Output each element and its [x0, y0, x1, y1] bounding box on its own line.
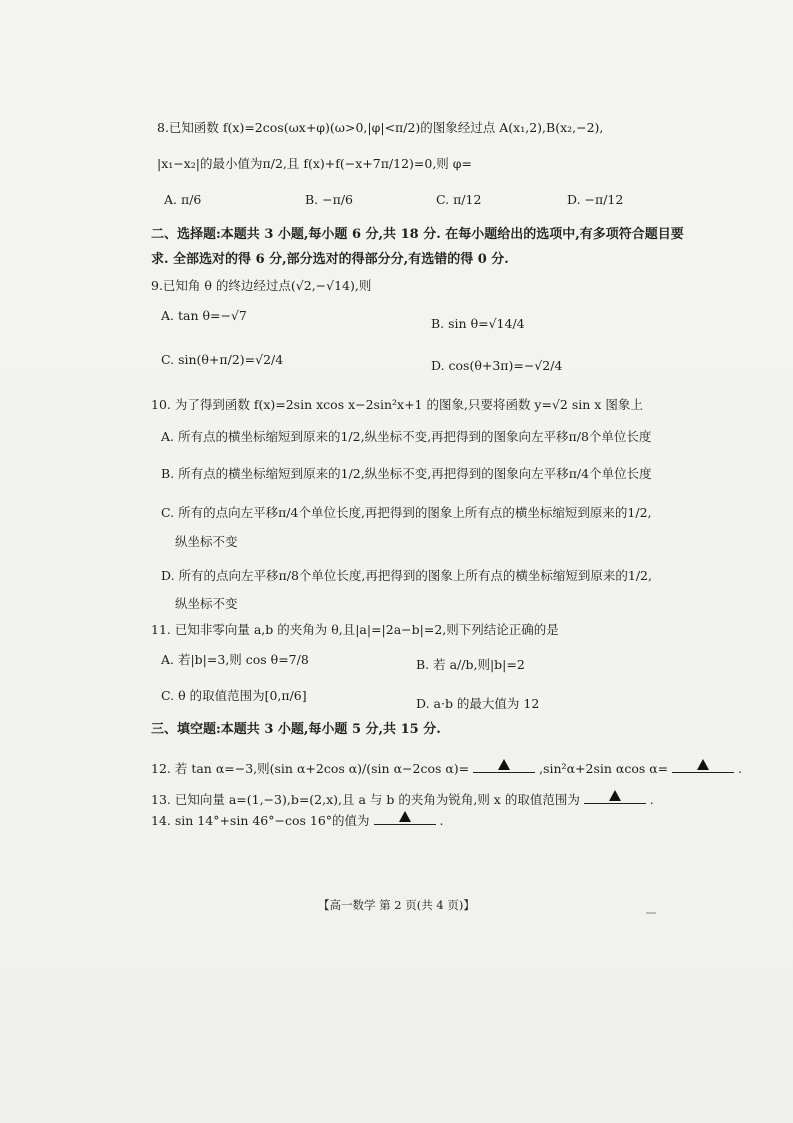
q8-option-a [164, 190, 201, 210]
q11-option-d-text: D. a·b 的最大值为 12 [416, 696, 540, 711]
q14-end-text: . [439, 813, 444, 828]
q9-stem-text: 9.已知角 θ 的终边经过点(√2,−√14),则 [151, 278, 372, 293]
q9-stem [151, 276, 371, 296]
q10-stem-text: 10. 为了得到函数 f(x)=2sin xcos x−2sin²x+1 的图象,只要将函数 y=√2 sin x 图象上 [151, 397, 643, 412]
q10-option-c-text-2: 纵坐标不变 [175, 534, 238, 549]
q12-mid-text: ,sin²α+2sin αcos α= [539, 761, 669, 776]
q8-option-a-text: A. π/6 [164, 192, 202, 207]
q13-answer-blank[interactable] [584, 787, 646, 804]
q8-line1 [157, 118, 603, 138]
q10-option-d-line2 [175, 594, 238, 614]
q12-answer-blank-2[interactable] [672, 756, 734, 773]
triangle-marker-icon [498, 759, 510, 770]
q12-end-text: . [738, 761, 743, 776]
q8-option-c-text: C. π/12 [436, 192, 482, 207]
page-footer [318, 897, 475, 913]
q8-option-d-text: D. −π/12 [567, 192, 624, 207]
q9-option-d [431, 356, 562, 376]
q10-option-d-text-2: 纵坐标不变 [175, 596, 238, 611]
q13 [151, 787, 654, 810]
q11-stem-text: 11. 已知非零向量 a,b 的夹角为 θ,且|a|=|2a−b|=2,则下列结论正确的是 [151, 622, 559, 637]
q11-option-c [161, 686, 307, 706]
q13-stem-text: 13. 已知向量 a=(1,−3),b=(2,x),且 a 与 b 的夹角为锐角,则 x 的取值范围为 [151, 792, 580, 807]
q10-option-b-text: B. 所有点的横坐标缩短到原来的1/2,纵坐标不变,再把得到的图象向左平移π/4个单位长度 [161, 466, 652, 481]
q9-option-a-text: A. tan θ=−√7 [161, 308, 247, 323]
q10-stem [151, 395, 643, 415]
q11-stem [151, 620, 559, 640]
q12-answer-blank-1[interactable] [473, 756, 535, 773]
q8-option-b-text: B. −π/6 [305, 192, 353, 207]
q9-option-c-text: C. sin(θ+π/2)=√2/4 [161, 352, 284, 367]
q11-option-b-text: B. 若 a//b,则|b|=2 [416, 657, 525, 672]
q8-option-b [305, 190, 353, 210]
section2-heading-line2 [151, 250, 509, 270]
q11-option-c-text: C. θ 的取值范围为[0,π/6] [161, 688, 307, 703]
q9-option-b-text: B. sin θ=√14/4 [431, 316, 525, 331]
q11-option-d [416, 694, 539, 714]
q12-stem-text: 12. 若 tan α=−3,则(sin α+2cos α)/(sin α−2cos α)= [151, 761, 470, 776]
q10-option-c-line1 [161, 503, 652, 523]
page-footer-text: 【高一数学 第 2 页(共 4 页)】 [318, 898, 475, 912]
q10-option-a-text: A. 所有点的横坐标缩短到原来的1/2,纵坐标不变,再把得到的图象向左平移π/8个单位长度 [161, 429, 652, 444]
q8-option-c [436, 190, 481, 210]
q10-option-c-text-1: C. 所有的点向左平移π/4个单位长度,再把得到的图象上所有点的横坐标缩短到原来的1/2, [161, 505, 652, 520]
q14 [151, 808, 444, 831]
q12 [151, 756, 742, 779]
q9-option-d-text: D. cos(θ+3π)=−√2/4 [431, 358, 563, 373]
triangle-marker-icon [399, 811, 411, 822]
q8-line2-text: |x₁−x₂|的最小值为π/2,且 f(x)+f(−x+7π/12)=0,则 φ= [157, 156, 473, 171]
q8-line2 [157, 154, 472, 174]
q13-end-text: . [649, 792, 654, 807]
section2-text-2: 求. 全部选对的得 6 分,部分选对的得部分分,有选错的得 0 分. [151, 252, 509, 267]
section3-text: 三、填空题:本题共 3 小题,每小题 5 分,共 15 分. [151, 722, 441, 737]
scan-smudge [646, 912, 656, 914]
q11-option-a [161, 650, 309, 670]
q10-option-d-text-1: D. 所有的点向左平移π/8个单位长度,再把得到的图象上所有点的横坐标缩短到原来的1/2, [161, 568, 652, 583]
q11-option-a-text: A. 若|b|=3,则 cos θ=7/8 [161, 652, 309, 667]
q10-option-d-line1 [161, 566, 652, 586]
q8-option-d [567, 190, 623, 210]
q9-option-c [161, 350, 283, 370]
q8-line1-text: 8.已知函数 f(x)=2cos(ωx+φ)(ω>0,|φ|<π/2)的图象经过点 A(x₁,2),B(x₂,−2), [157, 120, 604, 135]
section2-heading-line1 [151, 225, 684, 245]
q9-option-b [431, 314, 525, 334]
q14-stem-text: 14. sin 14°+sin 46°−cos 16°的值为 [151, 813, 370, 828]
q10-option-a [161, 427, 651, 447]
triangle-marker-icon [609, 790, 621, 801]
section3-heading [151, 720, 441, 740]
q10-option-c-line2 [175, 532, 238, 552]
section2-text-1: 二、选择题:本题共 3 小题,每小题 6 分,共 18 分. 在每小题给出的选项中,有多项符合题目要 [151, 227, 684, 242]
q9-option-a [161, 306, 247, 326]
q14-answer-blank[interactable] [374, 808, 436, 825]
triangle-marker-icon [697, 759, 709, 770]
q11-option-b [416, 655, 525, 675]
q10-option-b [161, 464, 652, 484]
